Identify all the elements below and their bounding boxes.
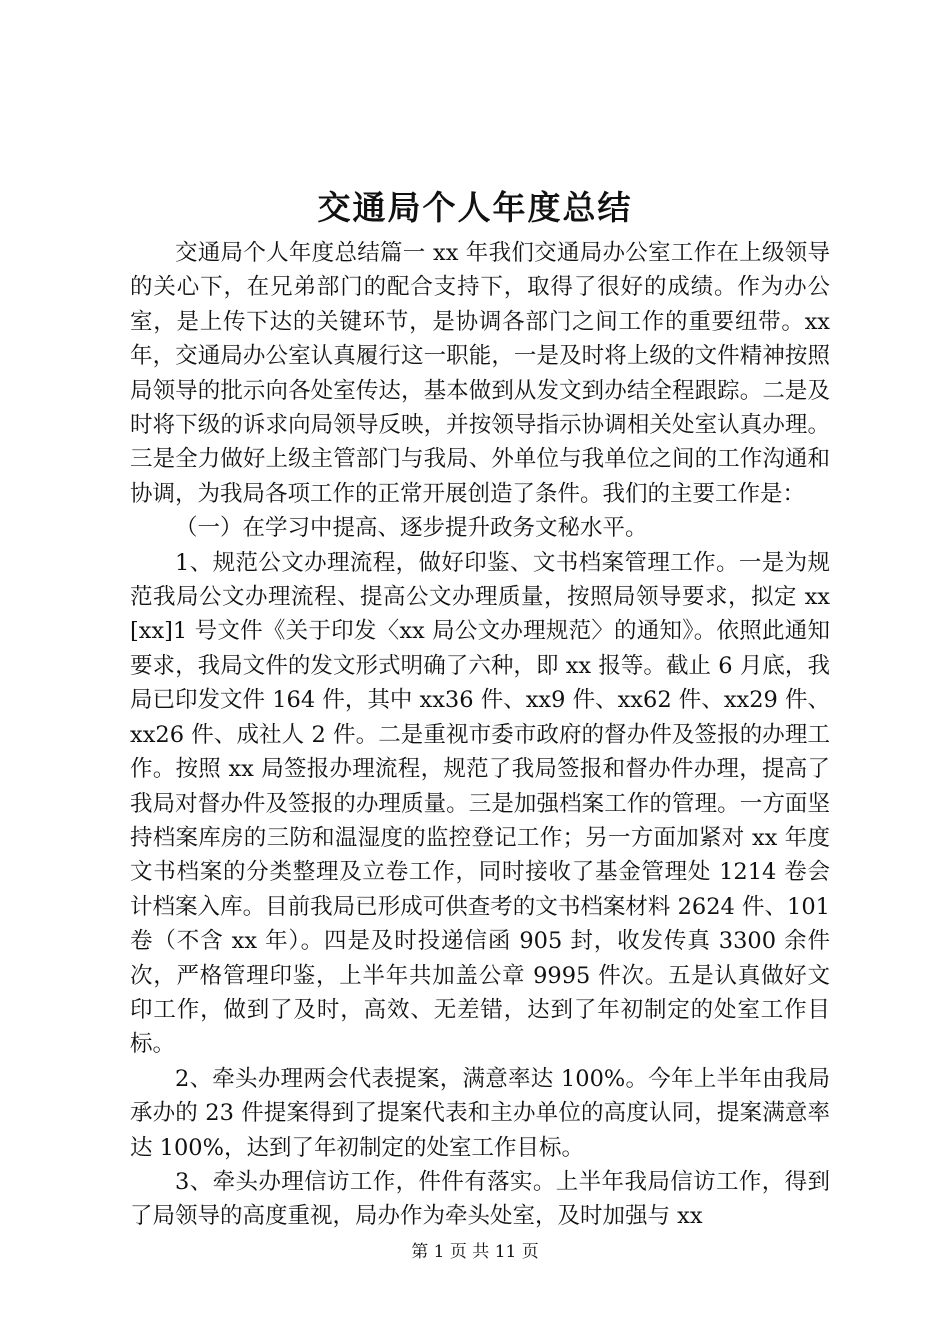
- paragraph-intro: 交通局个人年度总结篇一 xx 年我们交通局办公室工作在上级领导的关心下，在兄弟部门的配合支持下，取得了很好的成绩。作为办公室，是上传下达的关键环节，是协调各部门之间工作的重要纽带。xx 年，交通局办公室认真履行这一职能，一是及时将上级的文件精神按照局领导的批示向各处室传达，基本做到从发文到办结全程跟踪。二是及时将下级的诉求向局领导反映，并按领导指示协调相关处室认真办理。三是全力做好上级主管部门与我局、外单位与我单位之间的工作沟通和协调，为我局各项工作的正常开展创造了条件。我们的主要工作是：: [130, 240, 830, 507]
- document-body: [130, 236, 830, 1234]
- page-number-footer: 第 1 页 共 11 页: [411, 1242, 539, 1262]
- paragraph-item-2: 2、牵头办理两会代表提案，满意率达 100%。今年上半年由我局承办的 23 件提案得到了提案代表和主办单位的高度认同，提案满意率达 100%，达到了年初制定的处室工作目标。: [130, 1065, 830, 1161]
- document-title: 交通局个人年度总结: [317, 188, 633, 227]
- paragraph-item-3: 3、牵头办理信访工作，件件有落实。上半年我局信访工作，得到了局领导的高度重视，局办作为牵头处室，及时加强与 xx: [130, 1168, 830, 1230]
- paragraph-item-1: 1、规范公文办理流程，做好印鉴、文书档案管理工作。一是为规范我局公文办理流程、提高公文办理质量，按照局领导要求，拟定 xx[xx]1 号文件《关于印发〈xx 局公文办理规范〉的通知》。依照此通知要求，我局文件的发文形式明确了六种，即 xx 报等。截止 6 月底，我局已印发文件 164 件，其中 xx36 件、xx9 件、xx62 件、xx29 件、xx26 件、成社人 2 件。二是重视市委市政府的督办件及签报的办理工作。按照 xx 局签报办理流程，规范了我局签报和督办件办理，提高了我局对督办件及签报的办理质量。三是加强档案工作的管理。一方面坚持档案库房的三防和温湿度的监控登记工作；另一方面加紧对 xx 年度文书档案的分类整理及立卷工作，同时接收了基金管理处 1214 卷会计档案入库。目前我局已形成可供查考的文书档案材料 2624 件、101 卷（不含 xx 年）。四是及时投递信函 905 封，收发传真 3300 余件次，严格管理印鉴，上半年共加盖公章 9995 件次。五是认真做好文印工作，做到了及时，高效、无差错，达到了年初制定的处室工作目标。: [130, 549, 830, 1058]
- section-heading-1: （一）在学习中提高、逐步提升政务文秘水平。: [175, 515, 648, 542]
